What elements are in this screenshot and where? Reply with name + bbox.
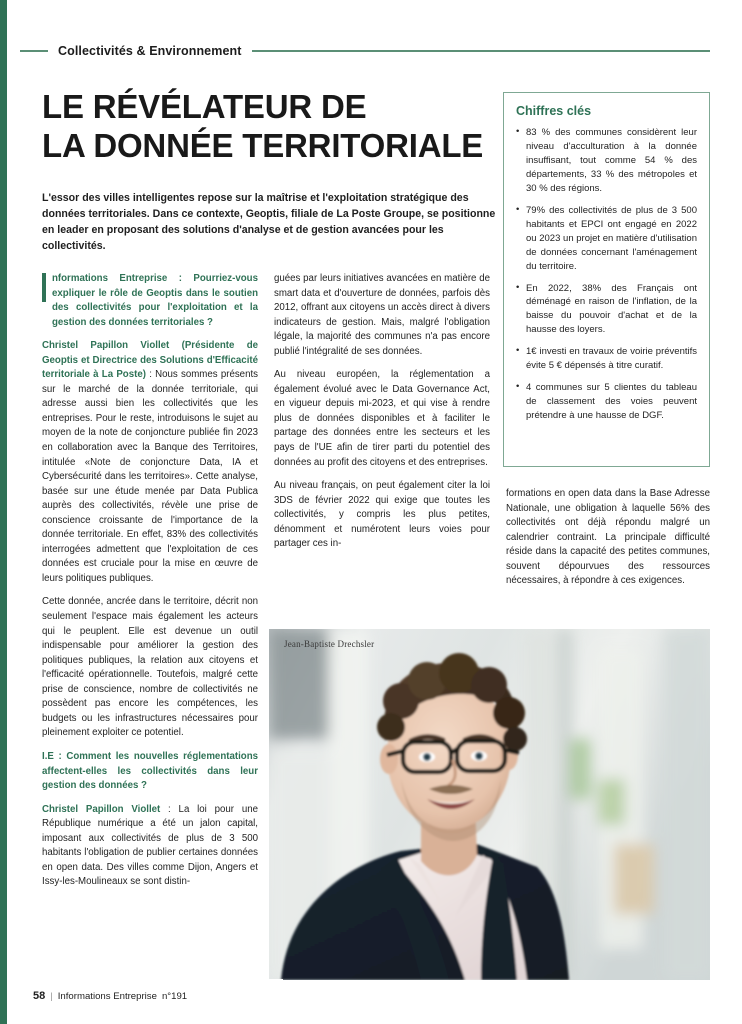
question-1-paragraph — [42, 272, 258, 330]
question-2-text: I.E : Comment les nouvelles réglementations affectent-elles les collectivités dans leur gestion des données ? — [42, 750, 258, 792]
key-figures-box — [503, 92, 710, 467]
column-2-paragraph-2: Au niveau européen, la réglementation a également évolué avec le Data Governance Act, en vigueur depuis mi-2023, et qui vise à rendre plus de données disponibles et à faciliter le partage des données entre les secteurs et les pays de l'UE afin de tirer parti du potentiel des données au profit des citoyens et des entreprises. — [274, 369, 490, 468]
speaker-name-2: Christel Papillon Viollet — [42, 803, 161, 815]
footer-separator: | — [50, 991, 53, 1002]
headline-line-2: LA DONNÉE TERRITORIALE — [42, 126, 484, 164]
list-item: • En 2022, 38% des Français ont déménagé en raison de l'inflation, de la baisse du pouvoir d'achat et de la hausse des loyers. — [516, 282, 697, 338]
column-2-paragraph-1: guées par leurs initiatives avancées en matière de smart data et d'ouverture de données, parfois dès 2012, offrant aux citoyens un accès direct à divers indicateurs de gestion. Mais, malgré l'obligation légale, la majorité des communes n'a pas encore publié l'intégralité de ses données. — [274, 273, 490, 357]
article-column-3 — [506, 487, 710, 598]
answer-2-paragraph — [42, 803, 258, 890]
footer-issue: n°191 — [161, 991, 188, 1002]
footer-publication: Informations Entreprise — [57, 991, 157, 1002]
list-item: • 79% des collectivités de plus de 3 500 habitants et EPCI ont engagé en 2022 ou 2023 un projet en matière d'utilisation de données concernant l'aménagement du territoire. — [516, 204, 697, 274]
photo-credit: Jean-Baptiste Drechsler — [284, 639, 375, 649]
article-column-1 — [42, 272, 258, 899]
footer-rule — [33, 979, 283, 980]
key-figures-title: Chiffres clés — [516, 104, 592, 118]
rubric-rule-right — [252, 50, 711, 52]
rubric-rule-left — [20, 50, 48, 52]
article-column-2 — [274, 272, 490, 561]
page-title — [42, 88, 502, 166]
key-figures-list — [516, 126, 697, 423]
footer-page-number: 58 — [33, 990, 46, 1002]
headline-line-1: LE RÉVÉLATEUR DE — [42, 88, 367, 125]
rubric-header — [20, 40, 710, 62]
rubric-label: Collectivités & Environnement — [58, 44, 242, 58]
left-edge-accent-bar — [0, 0, 7, 1024]
page-footer — [33, 990, 187, 1002]
question-1-text: nformations Entreprise : Pourriez-vous expliquer le rôle de Geoptis dans le soutien des collectivités pour l'exploitation et la gestion des données territoriales ? — [52, 273, 258, 328]
speaker-name-1: Christel Papillon Viollet (Présidente de Geoptis et Directrice des Solutions d'Efficacité territoriale à La Poste) — [42, 340, 258, 381]
list-item: • 83 % des communes considèrent leur niveau d'acculturation à la donnée insuffisant, tout comme 54 % des départements, 33 % des métropoles et 30 % des régions. — [516, 126, 697, 196]
list-item: • 1€ investi en travaux de voirie préventifs évite 5 € dépensés à titre curatif. — [516, 345, 697, 373]
answer-1-body: : Nous sommes présents sur le marché de la donnée territoriale, qui adresse aussi bien les collectivités que les entreprises. Pour le reste, introduisons le sujet au moyen de la note de conjoncture publiée fin 2023 en collaboration avec la Banque des Territoires, intitulée «Note de conjoncture Data, IA et Cybersécurité dans les territoires». Cette analyse, basée sur une étude menée par Data Publica auprès des collectivités, révèle une prise de conscience croissante de l'importance de la donnée territoriale. En effet, 83% des collectivités interrogées admettent que l'exploitation de ces données est cruciale pour la mise en œuvre de leurs politiques publiques. — [42, 369, 258, 584]
answer-2-body: : La loi pour une République numérique a été un jalon capital, imposant aux collectivités de plus de 3 500 habitants l'obligation de publier certaines données en open data. Des villes comme Dijon, Angers et Issy-les-Moulineaux se sont distin- — [42, 803, 258, 888]
answer-1-paragraph-2: Cette donnée, ancrée dans le territoire, décrit non seulement l'espace mais également les acteurs qui le peuplent. Elle est devenue un outil indispensable pour améliorer la gestion des politiques publiques, la relation aux citoyens et l'efficacité opérationnelle. Toutefois, malgré cette prise de conscience, nombre de collectivités ne possèdent pas encore les compétences, les budgets ou les infrastructures nécessaires pour pleinement exploiter ce potentiel. — [42, 596, 258, 739]
standfirst: L'essor des villes intelligentes repose sur la maîtrise et l'exploitation stratégique des données territoriales. Dans ce contexte, Geoptis, filiale de La Poste Groupe, se positionne en leader en proposant des solutions d'analyse et de gestion avancées pour les collectivités. — [42, 192, 496, 253]
answer-1-paragraph — [42, 339, 258, 586]
portrait-photo — [269, 629, 710, 980]
dropcap-bar-icon — [42, 273, 46, 302]
column-2-paragraph-3: Au niveau français, on peut également citer la loi 3DS de février 2022 qui exige que toutes les collectivités, y compris les plus petites, dénomment et numérotent leurs voies pour partager ces in- — [274, 480, 490, 550]
list-item: • 4 communes sur 5 clientes du tableau de classement des voies peuvent prétendre à une hausse de DGF. — [516, 381, 697, 423]
column-3-paragraph-1: formations en open data dans la Base Adresse Nationale, une obligation à laquelle 56% des collectivités ont déjà répondu malgré un calendrier contraint. La principale difficulté réside dans la capacité des petites communes, souvent dépourvues des ressources nécessaires, à répondre à ces exigences. — [506, 488, 710, 587]
portrait-illustration — [269, 629, 710, 980]
